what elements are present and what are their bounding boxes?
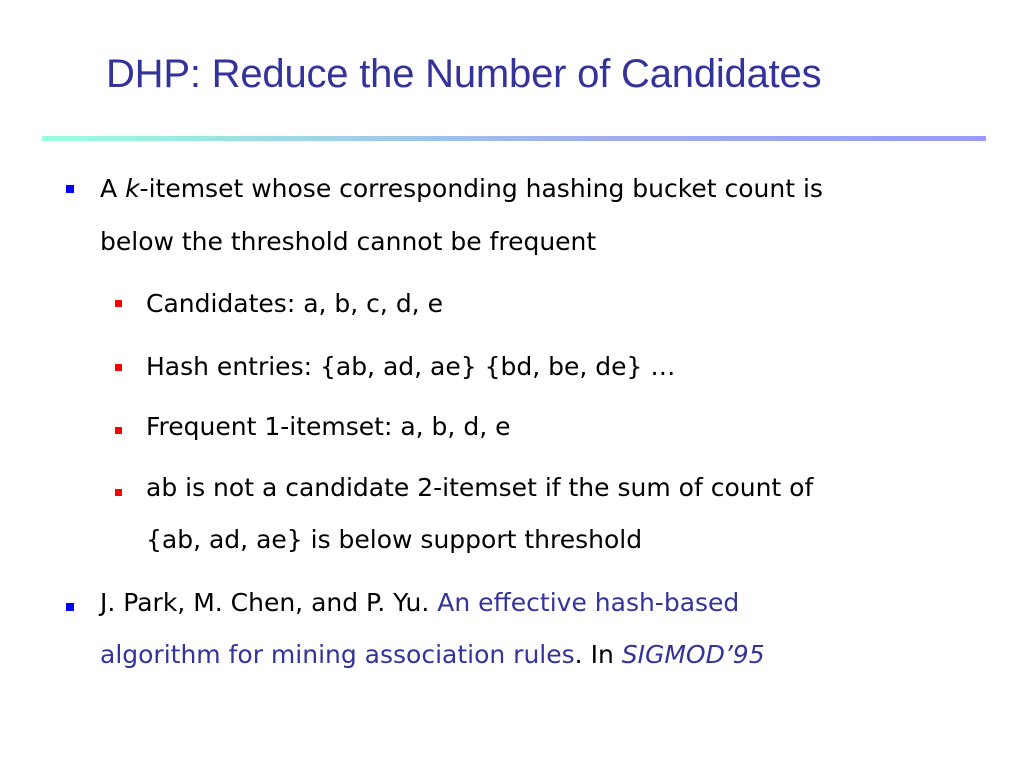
sub-bullet-4-line-2: {ab, ad, ae} is below support threshold: [146, 525, 643, 554]
sub-bullet-1: Candidates: a, b, c, d, e: [146, 289, 443, 318]
sub-bullet-square-icon: [115, 427, 122, 434]
sub-bullet-2: Hash entries: {ab, ad, ae} {bd, be, de} …: [146, 352, 676, 381]
reference-paper-title-cont: algorithm for mining association rules: [100, 640, 575, 669]
reference-in: . In: [574, 640, 622, 669]
sub-bullet-square-icon: [115, 300, 122, 307]
sub-bullet-square-icon: [115, 364, 122, 371]
bullet-square-icon: [66, 603, 74, 611]
bullet-square-icon: [66, 185, 74, 193]
bullet-1-line-2: below the threshold cannot be frequent: [100, 227, 597, 256]
bullet-1-prefix: A: [100, 174, 126, 203]
reference-line-2: [100, 640, 765, 670]
slide-title: DHP: Reduce the Number of Candidates: [106, 52, 822, 96]
sub-bullet-4-line-1: ab is not a candidate 2-itemset if the sum of count of: [146, 473, 814, 502]
reference-venue: SIGMOD’95: [621, 640, 765, 669]
sub-bullet-3: Frequent 1-itemset: a, b, d, e: [146, 412, 511, 441]
reference-paper-title: An effective hash-based: [437, 588, 740, 617]
reference-authors: J. Park, M. Chen, and P. Yu.: [100, 588, 438, 617]
bullet-1-line-1: [100, 174, 823, 204]
reference-line-1: [100, 588, 739, 618]
bullet-1-italic-k: k: [125, 174, 140, 203]
bullet-1-suffix: -itemset whose corresponding hashing bucket count is: [139, 174, 823, 203]
sub-bullet-square-icon: [115, 489, 122, 496]
